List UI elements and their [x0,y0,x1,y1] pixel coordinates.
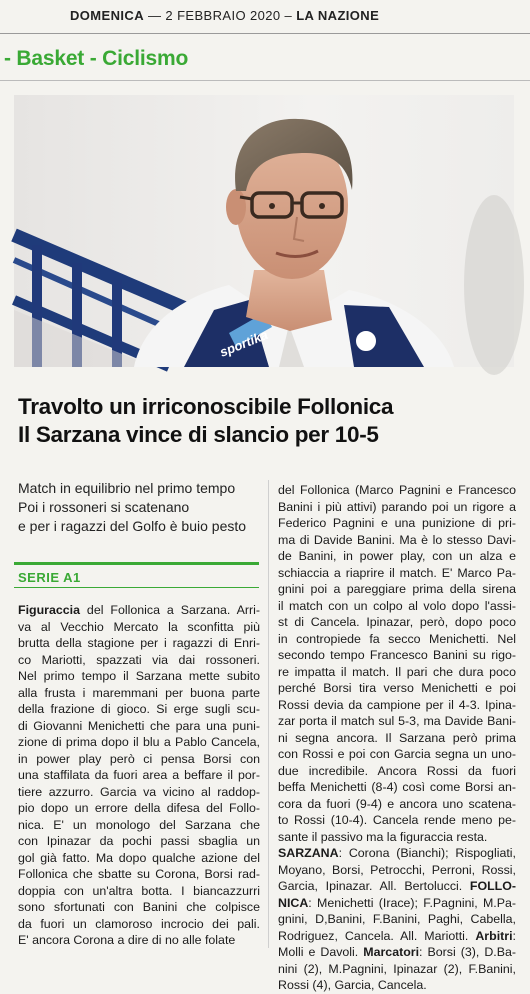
arbitri-label: Arbitri [475,928,513,943]
date-label: 2 FEBBRAIO 2020 [165,8,281,23]
article-photo [14,95,514,367]
body-line: secondo tempo Francesco Banini su rigo- [278,648,516,662]
article-column-2 [278,482,516,994]
sarzana-label: SARZANA [278,846,339,860]
category-box [14,562,259,588]
body-line: va al Vecchio Mercato la sconfitta più [18,619,260,634]
body-line: Rossi devia da campione per il 4-3. Ipina- [278,697,516,712]
body-line: con Ipinazar da pochi passi sbaglia un [18,834,260,848]
lineup-line: Rossi (4), Garcia, Cancela. [278,978,427,992]
paper-separator: – [280,8,297,23]
category-top-bar [14,562,259,565]
section-label: - Basket - Ciclismo [4,47,189,70]
column-divider [268,480,269,948]
body-line: nica. E' un monologo del Sarzana che [18,817,260,832]
body-line: beffa Menichetti (8-4) così come Borsi an- [278,780,516,794]
body-line: Banini i più attivi) parando poi un rigore a [278,499,516,514]
lineup-line: Moyano, Borsi, Petrocchi, Perroni, Rossi, [278,862,516,877]
body-line: alla frusta i maremmani per buona parte [18,685,260,700]
body-line: st di Cancela. Ipinazar, però, dopo poco [278,615,516,629]
body-line: gol già fatto. Ma dopo qualche azione del [18,850,260,865]
body-line: to Rossi (10-4). Cancela rende meno pe- [278,813,516,827]
category-label: SERIE A1 [18,570,81,585]
lineup-line: SARZANA: Corona (Bianchi); Rispogliati, [278,846,516,860]
body-line: co Mariotti, spazzati via dai rossoneri. [18,652,260,667]
body-line: zar porta il match sul 5-3, ma Davide Bani- [278,714,516,728]
body-line: Federico Pagnini e una punizione di pri- [278,516,516,530]
body-line: tiere azzurro. Garcia va vicino al raddop- [18,784,260,799]
body-line: con Rossi e poi con Garcia segna un uno- [278,747,516,761]
body-line: E' ancora Corona a dire di no alle folate [18,933,236,947]
article-headline [18,393,518,449]
category-bottom-rule [14,587,259,588]
body-line: de Banini, in power play, con un alza e [278,549,516,563]
body-line: due incredibile. Ancora Rossi da fuori [278,763,516,778]
body-line: sante il passivo ma la figuraccia resta. [278,829,488,844]
body-line: re impatta il match. Il pari che dura poco [278,664,516,679]
dateline [70,8,379,23]
body-line: pio dopo un errore della difesa del Follo- [18,801,260,815]
body-line: una staffilata da fuori area a beffare il por- [18,768,260,782]
lineup-line: Molli e Davoli. Marcatori: Borsi (3), D.Ba- [278,945,516,959]
body-line: zione di prima dopo il blu a Pablo Cancela, [18,735,260,749]
body-line: del Follonica (Marco Pagnini e Francesco [278,483,516,497]
lineup-line: nini (2), M.Pagnini, Ipinazar (2), F.Banini, [278,961,516,976]
masthead-bar [0,0,530,34]
day-label: DOMENICA [70,8,144,23]
body-line: Follonica che sbatte su Corona, Borsi rad- [18,867,260,881]
lineup-line: Garcia, Ipinazar. All. Bertolucci. FOLLO- [278,879,516,893]
lineup-line: NICA: Menichetti (Irace); F.Pagnini, M.Pa- [278,895,516,910]
body-line: brutta della stagione per i ragazzi di Enri- [18,636,260,650]
lineup-line: gnini, D,Banini, F.Banini, Paghi, Cabella, [278,912,516,926]
body-line: della frazione di gioco. Si erge sugli scu- [18,702,260,716]
newspaper-name: LA NAZIONE [296,8,380,23]
marcatori-label: Marcatori [363,945,420,959]
lineup-line: Rodriguez, Cancela. All. Mariotti. Arbitri: [278,928,516,943]
deck-line-2: Poi i rossoneri si scatenano [18,499,190,515]
article-column-1 [18,602,260,949]
jacket-badge-icon [355,330,377,352]
body-line: cora da fuori (9-4) e ancora uno scatena- [278,796,516,811]
follonica-label: FOLLO- [469,879,516,893]
date-separator: — [143,8,166,23]
body-line: di Giovanni Menichetti che para una puni- [18,718,260,733]
headline-line-1: Travolto un irriconoscibile Follonica [18,394,394,419]
body-line: sono sfortunati con Banini che colpisce [18,900,260,914]
body-line: in contropiede fa secco Menichetti. Nel [278,631,516,646]
body-line: in power play però ci pensa Borsi con [18,751,260,766]
body-line: ni segna ancora. Il Sarzana però prima [278,730,516,745]
article-deck [18,479,263,536]
lead-word: Figuraccia [18,603,80,617]
section-rule [0,80,530,81]
section-header [0,36,530,82]
headline-line-2: Il Sarzana vince di slancio per 10-5 [18,422,379,447]
body-line: perché Borsi tira verso Menichetti e poi [278,681,516,695]
jacket-brand-text: sportika [217,326,271,360]
body-line: Nel primo tempo il Sarzana mette subito [18,669,260,683]
body-line: da fuori un clamoroso incrocio dei pali. [18,916,260,931]
coach-portrait-illustration [14,95,514,367]
body-line: doppia con un'altra botta. I biancazzurri [18,883,260,898]
body-line: schiaccia a riaprire il match. E' Marco Pa- [278,565,516,580]
body-line: il match con un colpo al volo dopo l'assi- [278,598,516,613]
body-line: Figuraccia del Follonica a Sarzana. Arri- [18,603,260,617]
deck-line-3: e per i ragazzi del Golfo è buio pesto [18,518,247,534]
body-line: gnini poi a pareggiare prima della sirena [278,582,516,596]
deck-line-1: Match in equilibrio nel primo tempo [18,480,236,496]
body-line: ma di Davide Banini. Ma è lo stesso Davi- [278,532,516,547]
